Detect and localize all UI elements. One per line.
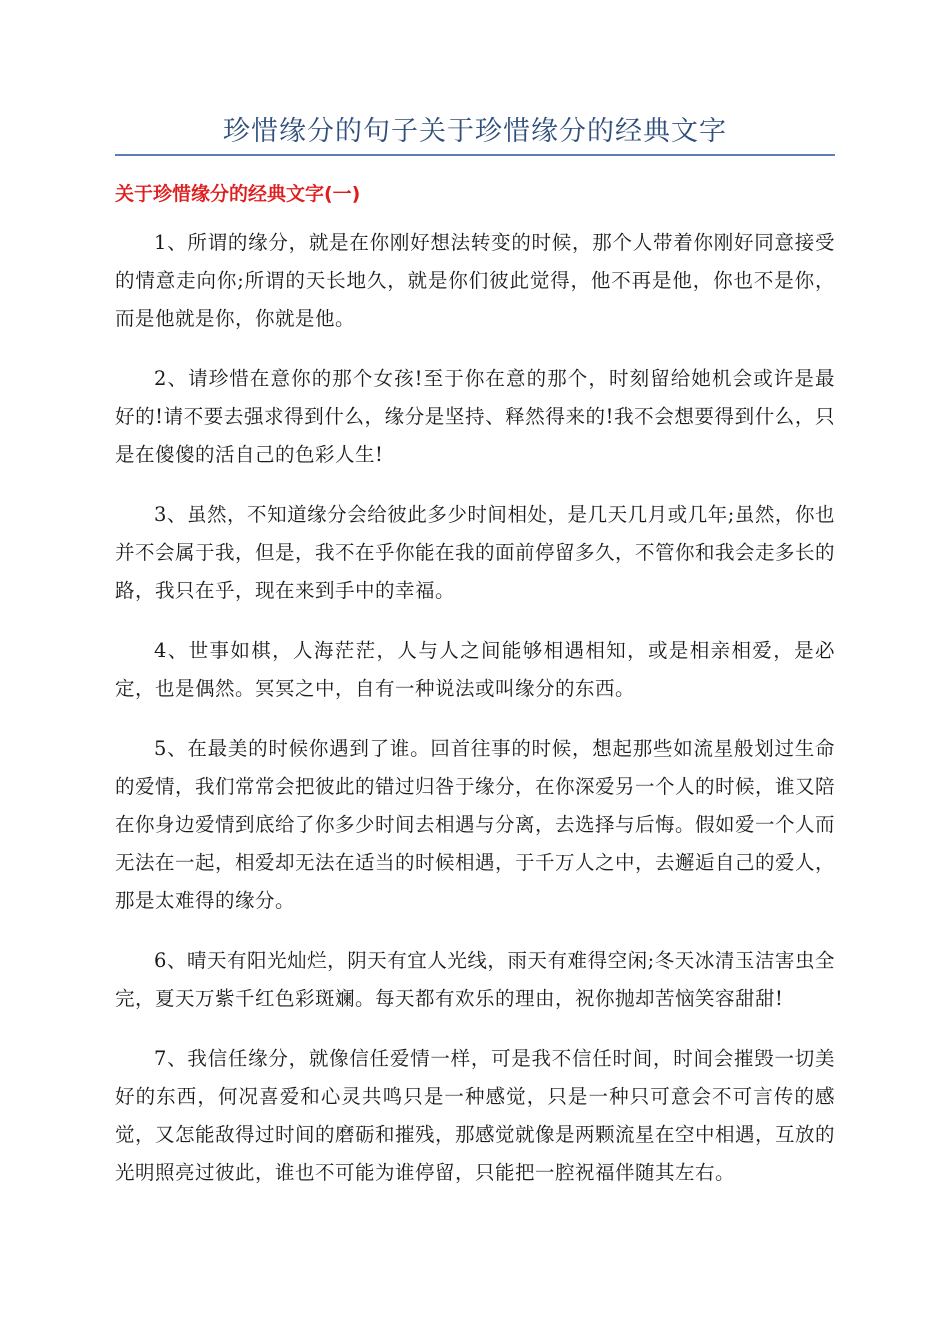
paragraph-3: 3、虽然，不知道缘分会给彼此多少时间相处，是几天几月或几年;虽然，你也并不会属于我，但是，我不在乎你能在我的面前停留多久，不管你和我会走多长的路，我只在乎，现在来到手中的幸福。 <box>115 503 836 602</box>
paragraph-2: 2、请珍惜在意你的那个女孩!至于你在意的那个，时刻留给她机会或许是最好的!请不要去强求得到什么，缘分是坚持、释然得来的!我不会想要得到什么，只是在傻傻的活自己的色彩人生! <box>115 367 835 466</box>
title-underline <box>115 154 835 156</box>
paragraph-6: 6、晴天有阳光灿烂，阴天有宜人光线，雨天有难得空闲;冬天冰清玉洁害虫全完，夏天万紫千红色彩斑斓。每天都有欢乐的理由，祝你抛却苦恼笑容甜甜! <box>115 949 835 1010</box>
section-heading: 关于珍惜缘分的经典文字(一) <box>115 183 361 205</box>
paragraph-4: 4、世事如棋，人海茫茫，人与人之间能够相遇相知，或是相亲相爱，是必定，也是偶然。冥冥之中，自有一种说法或叫缘分的东西。 <box>115 639 835 700</box>
document-body <box>115 224 835 1214</box>
paragraph-5: 5、在最美的时候你遇到了谁。回首往事的时候，想起那些如流星般划过生命的爱情，我们常常会把彼此的错过归咎于缘分，在你深爱另一个人的时候，谁又陪在你身边爱情到底给了你多少时间去相遇与分离，去选择与后悔。假如爱一个人而无法在一起，相爱却无法在适当的时候相遇，于千万人之中，去邂逅自己的爱人，那是太难得的缘分。 <box>115 737 836 912</box>
document-title: 珍惜缘分的句子关于珍惜缘分的经典文字 <box>223 116 727 147</box>
paragraph-1: 1、所谓的缘分，就是在你刚好想法转变的时候，那个人带着你刚好同意接受的情意走向你;所谓的天长地久，就是你们彼此觉得，他不再是他，你也不是你，而是他就是你，你就是他。 <box>115 231 835 330</box>
paragraph-7: 7、我信任缘分，就像信任爱情一样，可是我不信任时间，时间会摧毁一切美好的东西，何况喜爱和心灵共鸣只是一种感觉，只是一种只可意会不可言传的感觉，又怎能敌得过时间的磨砺和摧残，那感觉就像是两颗流星在空中相遇，互放的光明照亮过彼此，谁也不可能为谁停留，只能把一腔祝福伴随其左右。 <box>115 1047 836 1184</box>
